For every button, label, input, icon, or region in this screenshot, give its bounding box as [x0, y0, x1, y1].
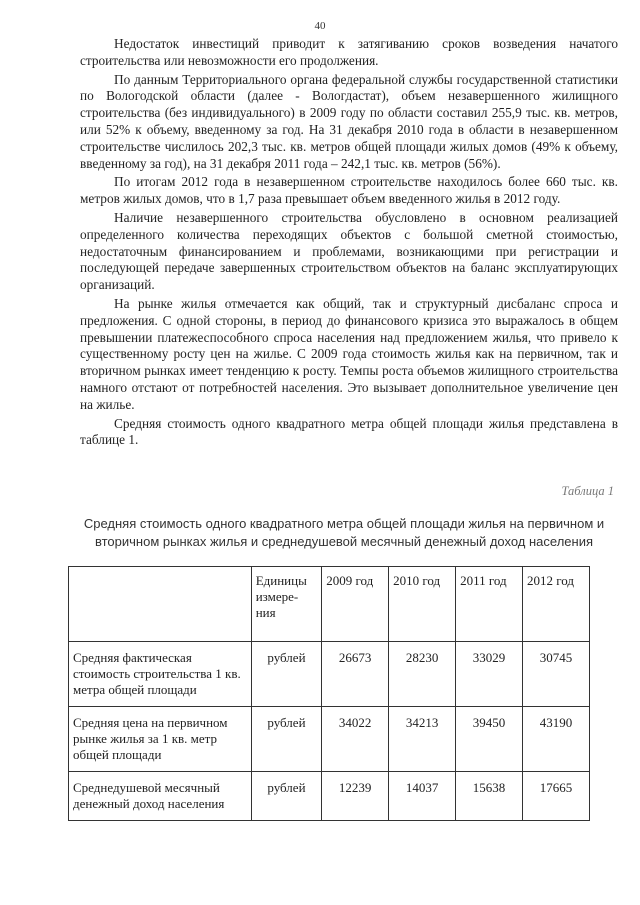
row-unit: рублей [251, 772, 322, 821]
header-units: Единицы измере-ния [251, 567, 322, 642]
header-2010: 2010 год [389, 567, 456, 642]
row-value-2012: 30745 [523, 642, 590, 707]
header-2011: 2011 год [456, 567, 523, 642]
page-number: 40 [314, 20, 326, 32]
row-value-2009: 34022 [322, 707, 389, 772]
row-value-2010: 14037 [389, 772, 456, 821]
paragraph-2: По данным Территориального органа федеральной службы государственной статистики по Вологодской области (далее - Вологдастат), объем незавершенного жилищного строительства (без индивидуального) в 2009 году по области составил 255,9 тыс. кв. метров, или 52% к объему, введенному за год. На 31 декабря 2010 года в области в незавершенном строительстве числилось 202,3 тыс. кв. метров общей площади жилых домов (49% к объему, введенному за год), на 31 декабря 2011 года – 242,1 тыс. кв. метров (56%). [80, 71, 618, 171]
table-header-row [69, 567, 590, 642]
paragraph-4: Наличие незавершенного строительства обусловлено в основном реализацией определенного количества переходящих объектов с большой сметной стоимостью, недостаточным финансированием и проблемами, возникающими при регистрации и последующей передаче завершенных строительством объектов на баланс эксплуатирующих организаций. [80, 209, 618, 293]
header-2012: 2012 год [523, 567, 590, 642]
row-label: Среднедушевой месячный денежный доход населения [69, 772, 252, 821]
row-value-2011: 15638 [456, 772, 523, 821]
row-unit: рублей [251, 707, 322, 772]
header-2009: 2009 год [322, 567, 389, 642]
body-text [80, 36, 618, 451]
row-value-2012: 17665 [523, 772, 590, 821]
table-row [69, 772, 590, 821]
table-title: Средняя стоимость одного квадратного метра общей площади жилья на первичном и вторичном рынках жилья и среднедушевой месячный денежный доход населения [83, 516, 605, 549]
paragraph-5: На рынке жилья отмечается как общий, так и структурный дисбаланс спроса и предложения. С одной стороны, в период до финансового кризиса это выражалось в общем превышении платежеспособного спроса населения над предложением жилья, что привело к существенному росту цен на жилье. С 2009 года стоимость жилья как на первичном, так и вторичном рынках имеет тенденцию к росту. Темпы роста объемов жилищного строительства намного отстают от потребностей населения. Это вызывает дополнительное увеличение цен на жилье. [80, 295, 618, 412]
header-empty [69, 567, 252, 642]
paragraph-3: По итогам 2012 года в незавершенном строительстве находилось более 660 тыс. кв. метров жилых домов, что в 1,7 раза превышает объем введенного жилья в 2012 году. [80, 174, 618, 207]
data-table [68, 566, 590, 821]
table-label: Таблица 1 [561, 484, 614, 498]
row-value-2011: 33029 [456, 642, 523, 707]
row-unit: рублей [251, 642, 322, 707]
row-label: Средняя цена на первичном рынке жилья за 1 кв. метр общей площади [69, 707, 252, 772]
paragraph-6: Средняя стоимость одного квадратного метра общей площади жилья представлена в таблице 1. [80, 415, 618, 448]
table-row [69, 642, 590, 707]
table-row [69, 707, 590, 772]
row-label: Средняя фактическая стоимость строительства 1 кв. метра общей площади [69, 642, 252, 707]
row-value-2012: 43190 [523, 707, 590, 772]
row-value-2010: 34213 [389, 707, 456, 772]
row-value-2011: 39450 [456, 707, 523, 772]
row-value-2009: 26673 [322, 642, 389, 707]
row-value-2009: 12239 [322, 772, 389, 821]
paragraph-1: Недостаток инвестиций приводит к затягиванию сроков возведения начатого строительства или невозможности его продолжения. [80, 36, 618, 68]
row-value-2010: 28230 [389, 642, 456, 707]
